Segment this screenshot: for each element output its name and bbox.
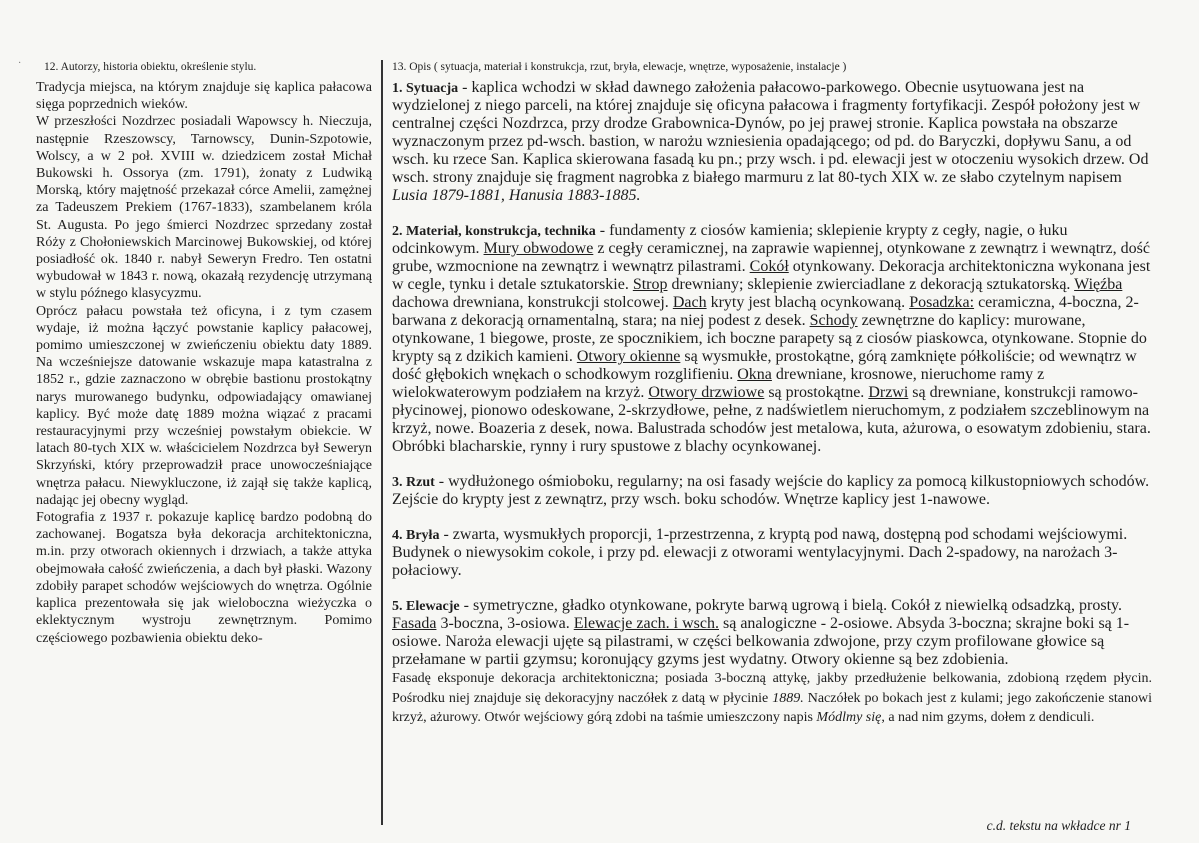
material-text: otynkowany. Dekoracja architektoniczna wykonana jest w cegle, tynku i detale sztukatorskie. [392,258,1151,293]
term-elewacje: Elewacje zach. i wsch. [573,615,719,632]
elevations-text: Fasadę eksponuje dekoracja architektoniczna; posiada 3-boczną attykę, jakby przedłużenie belkowania, zdobioną rzędem płycin. Pośrodku niej znajduje się dekoracyjny naczółek z datą w płycinie [392,671,1152,706]
elevations-title: 5. Elewacje [392,599,460,614]
elevations-text: Naczółek po bokach jest z kulami; jego zakończenie stanowi krzyż, ażurowy. Otwór wejściowy górą zdobi na taśmie umieszczony napis [392,690,1152,726]
term-wiezba: Więźba [1074,276,1123,293]
section-situation [392,79,1152,205]
material-text: są prostokątne. [764,384,869,401]
section-massing [392,526,1152,580]
term-otwory-okienne: Otwory okienne [576,348,681,365]
massing-title: 4. Bryła [392,528,440,543]
elevations-text: 3-boczna, 3-osiowa. [436,615,574,632]
term-fasada: Fasada [392,615,437,632]
plan-text: - wydłużonego ośmioboku, regularny; na osi fasady wejście do kaplicy za pomocą kilkustopniowych schodów. Zejście do krypty jest z zewnątrz, przy wsch. boku schodów. Wnętrze kaplicy jest 1-nawowe. [392,473,1150,508]
right-column [392,60,1152,840]
history-paragraph-4: Fotografia z 1937 r. pokazuje kaplicę bardzo podobną do zachowanej. Bogatsza była dekoracja architektoniczna, m.in. przy otworach okiennych i drzwiach, a także attyka obejmowała całość zwieńczenia, a dach był płaski. Wazony zdobiły parapet schodów wejściowych do wnętrza. Ogólnie kaplica prezentowała się jak wieloboczna wieżyczka o eklektycznym wystroju zewnętrznym. Pomimo częściowego pozbawienia obiektu deko- [36,510,372,646]
history-paragraph-2: W przeszłości Nozdrzec posiadali Wapowscy h. Nieczuja, następnie Rzeszowscy, Tarnowscy, Dunin-Szpotowie, Wolscy, a w 2 poł. XVIII w. dziedzicem został Michał Bukowski h. Ossorya (zm. 1791), żonaty z Ludwiką Morską, który majętność przekazał córce Amelii, zamężnej za Tadeuszem Prekiem (1767-1833), szambelanem króla St. Augusta. Po jego śmierci Nozdrzec sprzedany został Róży z Chołoniewskich Marcinowej Bukowskiej, od której posiadłość ok. 1840 r. nabył Seweryn Fredro. Ten ostatni wybudował w 1843 r. nową, okazałą rezydencję utrzymaną w stylu późnego klasycyzmu. [36,114,372,302]
section-12-header: 12. Autorzy, historia obiektu, określenie stylu. [44,61,257,73]
material-text: drewniane, krosnowe, nieruchome ramy z wielokwaterowym podziałem na krzyż. [392,366,1045,401]
elevations-paragraph-2 [392,669,1152,728]
material-text: ceramiczna, 4-boczna, 2-barwana z dekoracją ornamentalną, stara; na niej podest z desek. [392,294,1139,329]
term-posadzka: Posadzka: [909,294,975,311]
plan-title: 3. Rzut [392,475,435,490]
term-drzwi: Drzwi [868,384,909,401]
situation-text: - kaplica wchodzi w skład dawnego założenia pałacowo-parkowego. Obecnie usytuowana jest na wydzielonej z niego parceli, na której znajduje się oficyna pałacowa i fragmenty fortyfikacji. Zespół położony jest w centralnej części Nozdrzca, przy drodze Grabownica-Dynów, po jej prawej stronie. Kaplica powstała na obszarze wyznaczonym przez pd-wsch. bastion, w narożu wzniesienia opadającego; od pd. do Baryczki, dopływu Sanu, a od wsch. ku rzece San. Kaplica skierowana fasadą ku pn.; przy wsch. i pd. elewacji jest w otoczeniu wysokich drzew. Od wsch. strony znajduje się fragment nagrobka z białego marmuru z lat 80-tych XIX w. ze słabo czytelnym napisem [392,79,1149,186]
term-mury: Mury obwodowe [483,240,594,257]
term-cokol: Cokół [749,258,789,275]
term-strop: Strop [632,276,668,293]
term-schody: Schody [809,312,858,329]
material-text: - fundamenty z ciosów kamienia; sklepienie krypty z cegły, nagie, o łuku odcinkowym. [392,222,1068,257]
section-plan [392,473,1152,509]
term-otwory-drzwiowe: Otwory drzwiowe [648,384,765,401]
entrance-motto: Módlmy się [816,710,882,726]
history-paragraph-1: Tradycja miejsca, na którym znajduje się kaplica pałacowa sięga poprzednich wieków. [36,80,372,113]
left-column [36,60,372,840]
elevations-text: - symetryczne, gładko otynkowane, pokryte barwą ugrową i bielą. Cokół z niewielką odsadzką, prosty. [459,597,1122,614]
section-elevations [392,597,1152,728]
margin-mark: · [18,58,22,69]
history-text [36,79,372,647]
section-material [392,222,1152,456]
term-okna: Okna [737,366,772,383]
material-text: zewnętrzne do kaplicy: murowane, otynkowane, 1 biegowe, proste, ze spocznikiem, ich boczne parapety są z ciosów piaskowca, otynkowane. Stopnie do krypty są z dzikich kamieni. [392,312,1147,365]
continuation-note: c.d. tekstu na wkładce nr 1 [986,818,1131,833]
situation-title: 1. Sytuacja [392,81,459,96]
material-text: są wysmukłe, prostokątne, górą zamknięte półkoliście; od wewnątrz w dość głębokich wnękach o schodkowym rozglifieniu. [392,348,1137,383]
material-text: są drewniane, konstrukcji ramowo-płycinowej, pionowo odeskowane, 2-skrzydłowe, pełne, z nadświetlem nieruchomym, z podziałem szczeblinowym na krzyż, nowe. Boazeria z desek, nowa. Balustrada schodów jest metalowa, kuta, ażurowa, o esowatym zdobieniu, stara. Obróbki blacharskie, rynny i rury spustowe z blachy ocynkowanej. [392,384,1151,455]
massing-text: - zwarta, wysmukłych proporcji, 1-przestrzenna, z kryptą pod nawą, dostępną pod schodami wejściowymi. Budynek o niewysokim cokole, i przy pd. elewacji z otworami wentylacyjnymi. Dach 2-spadowy, na narożach 3-połaciowy. [392,526,1128,579]
material-text: drewniany; sklepienie zwierciadlane z dekoracją sztukatorską. [667,276,1075,293]
history-paragraph-3: Oprócz pałacu powstała też oficyna, i z tym czasem wydaje, iż można łączyć powstanie kaplicy pałacowej, pomimo umieszczonej w zwieńczeniu obiektu daty 1889. Na wcześniejsze datowanie wskazuje mapa katastralna z 1852 r., gdzie zaznaczono w obrębie bastionu prostokątny narys murowanego budynku, odpowiadający omawianej kaplicy. Być może datę 1889 można wiązać z pracami restauracyjnymi przy wcześniej powstałym obiekcie. W latach 80-tych XIX w. właścicielem Nozdrzca był Seweryn Skrzyński, który przeprowadził prace unowocześniające wnętrza pałacu. Niewykluczone, iż zajął się także kaplicą, nadając jej obecny wygląd. [36,303,372,508]
elevations-text: , a nad nim gzyms, dołem z dendiculi. [881,710,1095,726]
material-text: kryty jest blachą ocynkowaną. [706,294,910,311]
gravestone-inscription: Lusia 1879-1881, Hanusia 1883-1885. [392,187,641,204]
elevations-text: są analogiczne - 2-osiowe. Absyda 3-boczna; skrajne boki są 1-osiowe. Naroża elewacji ujęte są pilastrami, w części belkowania zdwojone, przy czym profilowane głowice są przełamane w partii gzymsu; koronujący gzyms jest wydatny. Otwory okienne są bez zdobienia. [392,615,1130,668]
pediment-date: 1889. [772,690,804,706]
term-dach: Dach [672,294,707,311]
column-divider [381,60,383,825]
material-text: z cegły ceramicznej, na zaprawie wapiennej, otynkowane z zewnątrz i wewnątrz, dość grube, wzmocnione na zewnątrz i wewnątrz pilastrami. [392,240,1150,275]
section-13-header: 13. Opis ( sytuacja, materiał i konstrukcja, rzut, bryła, elewacje, wnętrze, wyposażenie, instalacje ) [392,61,847,73]
material-title: 2. Materiał, konstrukcja, technika [392,224,596,239]
material-text: dachowa drewniana, konstrukcji stolcowej. [392,294,673,311]
